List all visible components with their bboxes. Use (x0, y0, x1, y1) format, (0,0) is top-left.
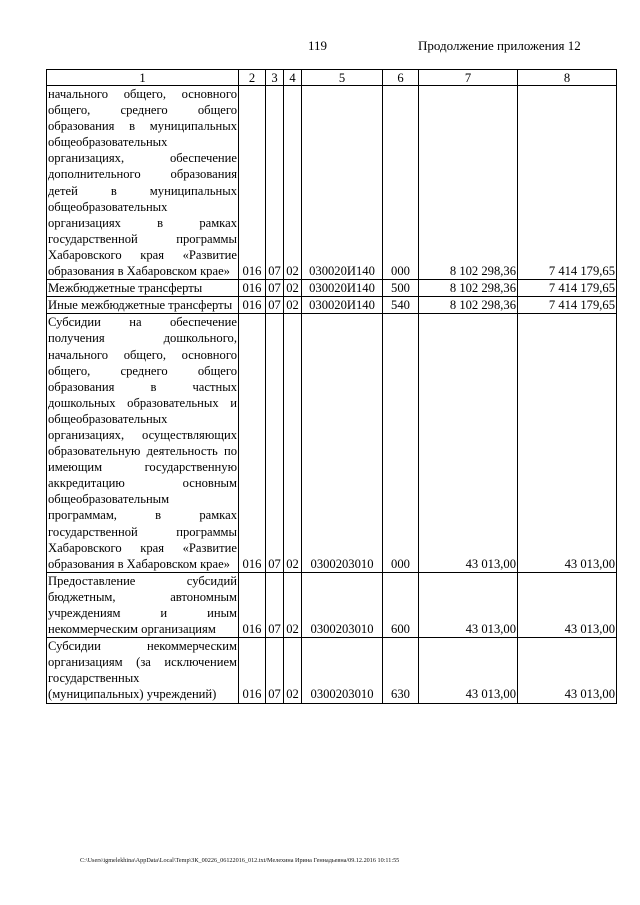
cell-subsection: 02 (284, 86, 302, 280)
table-row (47, 314, 617, 573)
row-name: Иные межбюджетные трансферты (47, 297, 239, 314)
cell-ministry-code: 016 (239, 314, 266, 573)
cell-subsection: 02 (284, 638, 302, 703)
cell-amount-2: 43 013,00 (518, 572, 617, 637)
page-number: 119 (308, 38, 328, 53)
column-header: 8 (518, 70, 617, 86)
column-header: 7 (419, 70, 518, 86)
table-row (47, 638, 617, 703)
cell-expense-type: 630 (383, 638, 419, 703)
file-path-footer: C:\Users\igmelekhina\AppData\Local\Temp\ЗК_00226_06122016_012.txt/Мелехина Ирина Геннадьевна/09.12.2016 10:11:55 (80, 857, 400, 864)
cell-subsection: 02 (284, 280, 302, 297)
row-name: Субсидии некоммерческим организациям (за исключением государственных (муниципальных) учреждений) (48, 639, 237, 702)
row-name: Субсидии на обеспечение получения дошкольного, начального общего, основного общего, среднего общего образования в частных дошкольных образовательных и общеобразовательных организациях, осуществляющих образовательную деятельность по имеющим государственную аккредитацию основным общеобразовательным программам, в рамках государственной программы Хабаровского края «Развитие образования в Хабаровском крае» (48, 315, 237, 571)
cell-amount-2: 7 414 179,65 (518, 86, 617, 280)
cell-amount-2: 43 013,00 (518, 314, 617, 573)
cell-expense-type: 000 (383, 314, 419, 573)
cell-amount-1: 8 102 298,36 (419, 86, 518, 280)
column-header: 6 (383, 70, 419, 86)
cell-target-article: 0300203010 (302, 638, 383, 703)
cell-ministry-code: 016 (239, 280, 266, 297)
row-name: Межбюджетные трансферты (47, 280, 239, 297)
cell-expense-type: 540 (383, 297, 419, 314)
cell-amount-1: 8 102 298,36 (419, 297, 518, 314)
cell-ministry-code: 016 (239, 86, 266, 280)
cell-target-article: 030020И140 (302, 86, 383, 280)
cell-amount-2: 7 414 179,65 (518, 297, 617, 314)
table-row (47, 572, 617, 637)
cell-section: 07 (266, 638, 284, 703)
cell-section: 07 (266, 572, 284, 637)
cell-target-article: 030020И140 (302, 297, 383, 314)
cell-expense-type: 600 (383, 572, 419, 637)
cell-target-article: 0300203010 (302, 572, 383, 637)
cell-ministry-code: 016 (239, 297, 266, 314)
cell-expense-type: 000 (383, 86, 419, 280)
cell-amount-1: 8 102 298,36 (419, 280, 518, 297)
cell-subsection: 02 (284, 314, 302, 573)
cell-section: 07 (266, 86, 284, 280)
cell-amount-2: 43 013,00 (518, 638, 617, 703)
column-header: 2 (239, 70, 266, 86)
cell-section: 07 (266, 314, 284, 573)
cell-target-article: 030020И140 (302, 280, 383, 297)
cell-target-article: 0300203010 (302, 314, 383, 573)
table-row (47, 297, 617, 314)
cell-amount-1: 43 013,00 (419, 314, 518, 573)
budget-table (46, 69, 617, 704)
row-name: начального общего, основного общего, среднего общего образования в муниципальных общеобразовательных организациях, обеспечение дополнительного образования детей в муниципальных общеобразовательных организациях в рамках государственной программы Хабаровского края «Развитие образования в Хабаровском крае» (48, 87, 237, 279)
cell-expense-type: 500 (383, 280, 419, 297)
column-header: 4 (284, 70, 302, 86)
cell-amount-1: 43 013,00 (419, 572, 518, 637)
column-header: 1 (47, 70, 239, 86)
cell-section: 07 (266, 280, 284, 297)
table-header-row (47, 70, 617, 86)
cell-subsection: 02 (284, 297, 302, 314)
cell-section: 07 (266, 297, 284, 314)
table-row (47, 280, 617, 297)
cell-ministry-code: 016 (239, 638, 266, 703)
cell-subsection: 02 (284, 572, 302, 637)
cell-amount-2: 7 414 179,65 (518, 280, 617, 297)
table-row (47, 86, 617, 280)
row-name: Предоставление субсидий бюджетным, автономным учреждениям и иным некоммерческим организациям (48, 573, 237, 637)
column-header: 5 (302, 70, 383, 86)
cell-ministry-code: 016 (239, 572, 266, 637)
appendix-continuation-note: Продолжение приложения 12 (418, 38, 581, 53)
column-header: 3 (266, 70, 284, 86)
cell-amount-1: 43 013,00 (419, 638, 518, 703)
